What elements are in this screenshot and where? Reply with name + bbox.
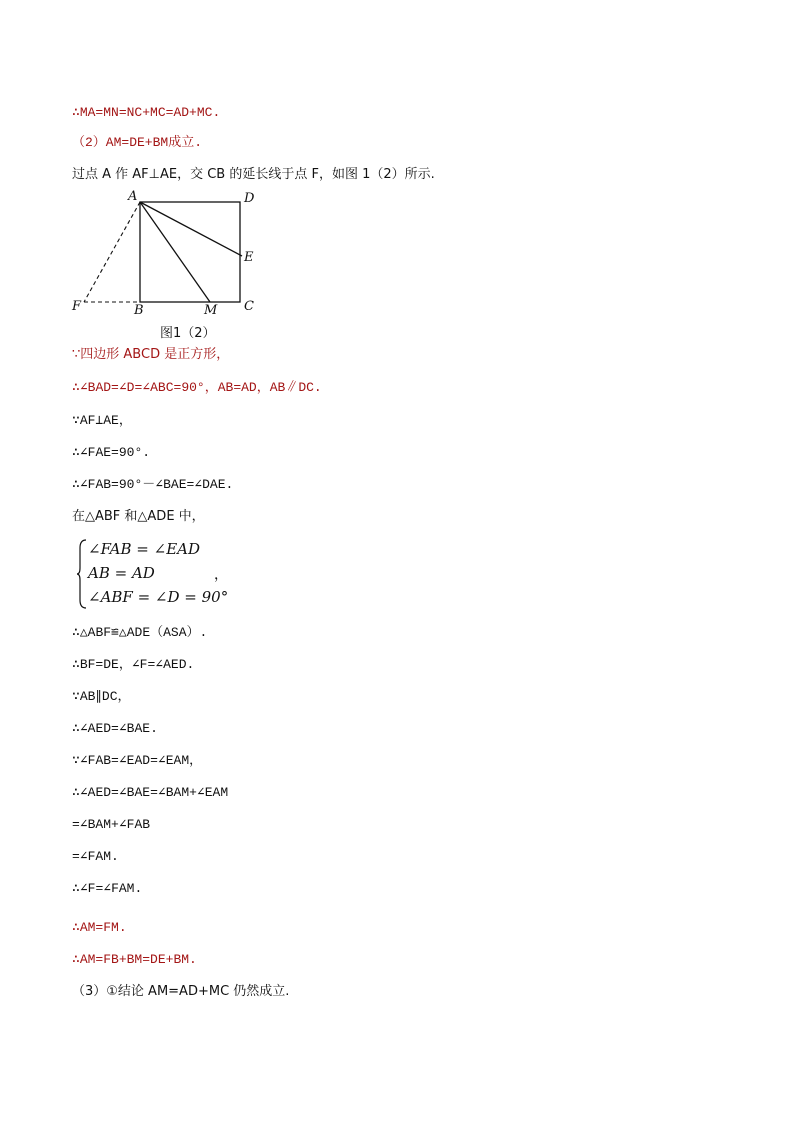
- equation-3: ∠ABF = ∠D = 90°: [88, 588, 229, 606]
- square-abcd: [140, 202, 240, 302]
- text-line: 在△ABF 和△ADE 中，: [72, 509, 205, 524]
- text-line: ∴∠FAE=90°.: [72, 445, 151, 460]
- text-line: ∴∠BAD=∠D=∠ABC=90°，AB=AD，AB∥DC.: [72, 380, 322, 395]
- text-line: ∵四边形 ABCD 是正方形，: [72, 347, 230, 362]
- text-line: 过点 A 作 AF⊥AE，交 CB 的延长线于点 F，如图 1（2）所示.: [72, 167, 435, 182]
- equation-system: [76, 538, 276, 610]
- text-line: ∴△ABF≌△ADE（ASA）.: [72, 625, 208, 640]
- text-line: =∠FAM.: [72, 849, 119, 864]
- text-line: ∴∠F=∠FAM.: [72, 881, 143, 896]
- text-line: =∠BAM+∠FAB: [72, 817, 151, 832]
- text-line: ∵AF⊥AE，: [72, 413, 132, 428]
- text-line: ∴AM=FB+BM=DE+BM.: [72, 952, 197, 967]
- label-c: C: [244, 299, 254, 314]
- segment-ae: [140, 202, 242, 256]
- label-a: A: [128, 189, 138, 204]
- label-b: B: [134, 303, 144, 318]
- text-line: （2）AM=DE+BM成立.: [72, 135, 203, 150]
- segment-am: [140, 202, 210, 302]
- text-line: ∵AB∥DC，: [72, 689, 131, 704]
- text-line: ∴∠FAB=90°－∠BAE=∠DAE.: [72, 477, 234, 492]
- left-brace-icon: [76, 538, 88, 610]
- label-f: F: [72, 299, 82, 314]
- equation-1: ∠FAB = ∠EAD: [88, 540, 201, 558]
- text-line: ∴AM=FM.: [72, 920, 127, 935]
- label-m: M: [204, 303, 218, 318]
- label-d: D: [244, 191, 255, 206]
- segment-af-dashed: [84, 202, 140, 302]
- text-line: ∴∠AED=∠BAE.: [72, 721, 158, 736]
- equation-2: AB = AD: [88, 564, 155, 582]
- text-line: ∴BF=DE，∠F=∠AED.: [72, 657, 195, 672]
- geometry-figure: [60, 186, 270, 322]
- comma: ，: [214, 567, 228, 583]
- text-line: （3）①结论 AM=AD+MC 仍然成立.: [72, 984, 290, 999]
- figure-caption: 图1（2）: [160, 326, 216, 341]
- text-line: ∵∠FAB=∠EAD=∠EAM，: [72, 753, 203, 768]
- label-e: E: [244, 250, 254, 265]
- text-line: ∴MA=MN=NC+MC=AD+MC.: [72, 105, 221, 120]
- text-line: ∴∠AED=∠BAE=∠BAM+∠EAM: [72, 785, 229, 800]
